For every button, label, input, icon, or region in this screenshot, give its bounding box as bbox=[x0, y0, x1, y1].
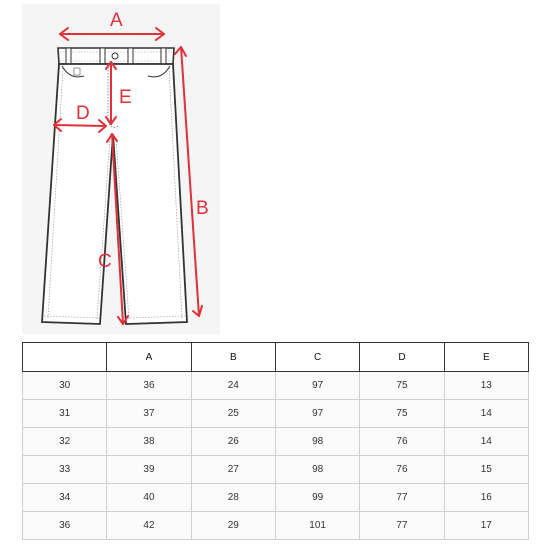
table-cell: 28 bbox=[191, 484, 275, 512]
size-table bbox=[22, 342, 529, 540]
table-cell: 42 bbox=[107, 512, 191, 540]
header-cell-size bbox=[23, 343, 107, 372]
table-cell: 76 bbox=[360, 456, 444, 484]
header-cell-e: E bbox=[444, 343, 528, 372]
table-cell: 77 bbox=[360, 484, 444, 512]
table-row bbox=[23, 484, 529, 512]
table-row bbox=[23, 400, 529, 428]
table-cell: 13 bbox=[444, 372, 528, 400]
table-cell: 31 bbox=[23, 400, 107, 428]
pants-icon bbox=[22, 4, 220, 334]
label-a: A bbox=[110, 10, 123, 31]
label-c: C bbox=[98, 251, 112, 272]
header-cell-d: D bbox=[360, 343, 444, 372]
table-cell: 14 bbox=[444, 428, 528, 456]
table-cell: 76 bbox=[360, 428, 444, 456]
table-cell: 24 bbox=[191, 372, 275, 400]
table-cell: 97 bbox=[275, 400, 359, 428]
table-cell: 14 bbox=[444, 400, 528, 428]
header-cell-c: C bbox=[275, 343, 359, 372]
table-cell: 97 bbox=[275, 372, 359, 400]
table-cell: 77 bbox=[360, 512, 444, 540]
button-icon bbox=[112, 53, 118, 59]
table-cell: 37 bbox=[107, 400, 191, 428]
label-e: E bbox=[119, 87, 132, 108]
table-cell: 29 bbox=[191, 512, 275, 540]
table-cell: 17 bbox=[444, 512, 528, 540]
header-cell-a: A bbox=[107, 343, 191, 372]
table-cell: 38 bbox=[107, 428, 191, 456]
table-header-row bbox=[23, 343, 529, 372]
table-cell: 75 bbox=[360, 400, 444, 428]
table-cell: 98 bbox=[275, 428, 359, 456]
table-row bbox=[23, 512, 529, 540]
table-cell: 26 bbox=[191, 428, 275, 456]
table-cell: 98 bbox=[275, 456, 359, 484]
table-cell: 75 bbox=[360, 372, 444, 400]
table-cell: 15 bbox=[444, 456, 528, 484]
table-cell: 40 bbox=[107, 484, 191, 512]
table-cell: 16 bbox=[444, 484, 528, 512]
table-cell: 36 bbox=[107, 372, 191, 400]
header-cell-b: B bbox=[191, 343, 275, 372]
table-row bbox=[23, 372, 529, 400]
table-cell: 101 bbox=[275, 512, 359, 540]
table-cell: 30 bbox=[23, 372, 107, 400]
table-cell: 99 bbox=[275, 484, 359, 512]
table-cell: 27 bbox=[191, 456, 275, 484]
table-cell: 36 bbox=[23, 512, 107, 540]
table-row bbox=[23, 428, 529, 456]
label-b: B bbox=[196, 198, 209, 219]
size-diagram bbox=[22, 4, 220, 334]
table-cell: 25 bbox=[191, 400, 275, 428]
label-d: D bbox=[76, 103, 90, 124]
table-row bbox=[23, 456, 529, 484]
table-cell: 34 bbox=[23, 484, 107, 512]
table-cell: 39 bbox=[107, 456, 191, 484]
table-cell: 33 bbox=[23, 456, 107, 484]
table-cell: 32 bbox=[23, 428, 107, 456]
